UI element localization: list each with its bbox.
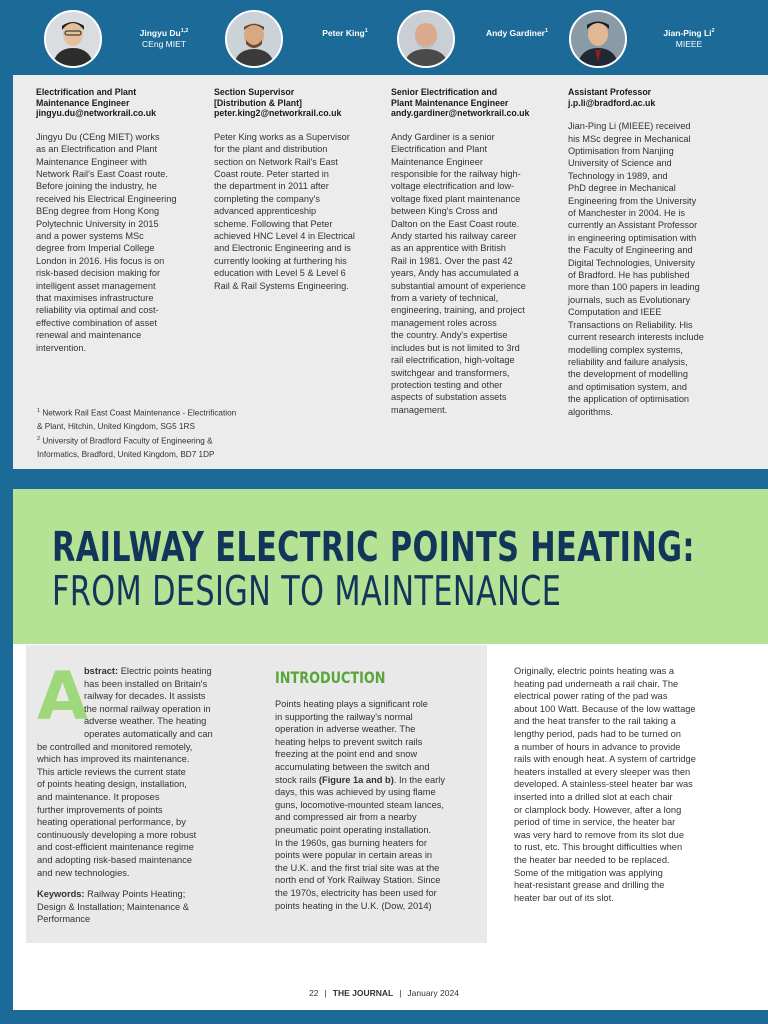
bio-line: scheme. Following that Peter xyxy=(214,218,333,229)
bio-line: Polytechnic University in 2015 xyxy=(36,218,159,229)
intro-line: operation in adverse weather. The xyxy=(275,724,416,735)
bio-line: the country. Andy's expertise xyxy=(391,330,508,341)
bio-line: rail electrification, high-voltage xyxy=(391,355,515,366)
bio-line: more than 100 papers in leading xyxy=(568,282,700,293)
author-affil-sup: 1 xyxy=(364,28,368,34)
author-affil-sup: 1,2 xyxy=(180,28,189,34)
bio-line: as an Electrification and Plant xyxy=(36,144,158,155)
body-line: was very hard to remove from its slot due xyxy=(514,829,684,840)
article-subtitle: FROM DESIGN TO MAINTENANCE xyxy=(52,567,562,615)
abstract-line: has been installed on Britain's xyxy=(84,678,208,689)
bio-line: responsible for the railway high- xyxy=(391,169,521,179)
bio-body xyxy=(391,131,563,416)
body-line: inserted into a drilled slot at each chair xyxy=(514,791,673,802)
bio-line: aspects of substation assets xyxy=(391,392,507,403)
intro-line: accumulating between the switch and xyxy=(275,761,430,772)
issue-date: January 2024 xyxy=(407,988,459,998)
abstract-line: adverse weather. The heating xyxy=(84,716,207,727)
spacer xyxy=(37,879,242,888)
journal-name: THE JOURNAL xyxy=(332,988,394,998)
abstract-line: and cost-efficient maintenance regime xyxy=(37,842,194,853)
body-line: the heater bar needed to be replaced. xyxy=(514,854,670,865)
bio-line: in engineering optimisation with xyxy=(568,232,697,243)
bio-line: effective combination of asset xyxy=(36,317,157,328)
bio-line: reliability via optimal and cost- xyxy=(36,305,159,316)
abstract-text xyxy=(37,658,242,926)
bio-line: PhD degree in Mechanical xyxy=(568,183,676,194)
bio-line: his MSc degree in Mechanical xyxy=(568,133,691,144)
bio-column-li xyxy=(568,87,748,418)
bio-line: for the plant and distribution xyxy=(214,144,328,155)
intro-line: the U.K. and the first trial site was at the xyxy=(275,862,440,873)
bio-line: between King's Cross and xyxy=(391,206,498,217)
article-title: RAILWAY ELECTRIC POINTS HEATING: xyxy=(52,523,695,571)
footnote-line: & Plant, Hitchin, United Kingdom, SG5 1RS xyxy=(37,421,195,431)
page-number: 22 xyxy=(309,988,319,998)
bio-line: Engineering from the University xyxy=(568,195,697,206)
bio-line: of Manchester in 2004. He is xyxy=(568,208,685,219)
intro-line: north end of York Railway Station. Since xyxy=(275,875,441,886)
bio-line: algorithms. xyxy=(568,406,613,417)
bio-line: education with Level 5 & Level 6 xyxy=(214,268,346,279)
bio-role-line: Plant Maintenance Engineer xyxy=(391,97,509,108)
bio-line: and Electronic Engineering and is xyxy=(214,243,351,254)
author-name: Jian-Ping Li xyxy=(663,27,712,38)
bio-role xyxy=(36,87,206,119)
footnote-sup: 1 xyxy=(37,408,41,414)
footnote-line: $^1$ Network Rail East Coast Maintenance - Electrification xyxy=(37,408,237,418)
author-affil-sup: 2 xyxy=(711,28,715,34)
abstract-line: the normal railway operation in xyxy=(84,703,211,714)
abstract-line: railway for decades. It assists xyxy=(84,691,206,702)
abstract-line: which has improved its maintenance. xyxy=(37,754,190,765)
body-line: a number of hours in advance to provide xyxy=(514,741,681,752)
bio-role xyxy=(391,87,563,119)
abstract-line: and adopting risk-based maintenance xyxy=(37,854,193,865)
bio-line: London in 2016. His focus is on xyxy=(36,255,165,266)
author-photo xyxy=(397,10,455,68)
figure-reference: (Figure 1a and b) xyxy=(318,774,394,785)
affiliation-footnotes xyxy=(37,405,236,462)
body-line: Some of the mitigation was applying xyxy=(514,867,663,878)
title-band xyxy=(13,489,768,644)
keywords-line: Keywords: Railway Points Heating; xyxy=(37,889,186,900)
bio-line: current research interests include xyxy=(568,332,704,343)
author-header-king xyxy=(225,8,405,68)
bio-line: Jian-Ping Li (MIEEE) received xyxy=(568,121,691,132)
bio-line: voltage electrification and low- xyxy=(391,181,515,192)
bio-column-du xyxy=(36,87,206,354)
intro-line: days, this was achieved by using flame xyxy=(275,787,436,798)
bio-line: switchgear and transformers, xyxy=(391,367,510,378)
bio-role-line: j.p.li@bradford.ac.uk xyxy=(568,97,656,108)
bio-line: the development of modelling xyxy=(568,369,689,380)
bio-line: Maintenance Engineer xyxy=(391,156,483,167)
bio-line: advanced apprenticeship xyxy=(214,206,317,217)
abstract-line: of points heating design, installation, xyxy=(37,779,187,790)
bio-line: the Faculty of Engineering and xyxy=(568,245,693,256)
body-line: to rust, etc. This brought difficulties when xyxy=(514,842,683,853)
intro-line: the 1970s, electricity has been used for xyxy=(275,887,437,898)
keywords-line: Design & Installation; Maintenance & xyxy=(37,901,189,912)
footnote-line: Informatics, Bradford, United Kingdom, BD7 1DP xyxy=(37,449,215,459)
body-line: heating pad underneath a rail chair. The xyxy=(514,678,679,689)
bio-line: Network Rail's East Coast route. xyxy=(36,169,168,179)
author-credential: CEng MIET xyxy=(142,38,186,49)
intro-line: stock rails (Figure 1a and b). In the early xyxy=(275,774,445,785)
body-line: heater bar out of its slot. xyxy=(514,892,614,903)
body-line: rails with enough heat. A system of cartridge xyxy=(514,754,696,765)
bio-line: Rail in 1981. Over the past 42 xyxy=(391,255,513,266)
bio-line: the department in 2011 after xyxy=(214,181,329,192)
abstract-line: be controlled and monitored remotely, xyxy=(37,741,193,752)
abstract-line: further improvements of points xyxy=(37,804,163,815)
author-affil-sup: 1 xyxy=(544,28,549,34)
body-line: developed. A stainless-steel heater bar was xyxy=(514,779,693,790)
bio-column-king xyxy=(214,87,386,292)
introduction-heading: INTRODUCTION xyxy=(275,668,386,687)
bio-role xyxy=(214,87,386,119)
author-photo xyxy=(569,10,627,68)
bio-line: Optimisation from Nanjing xyxy=(568,146,674,156)
abstract-line: continuously developing a more robust xyxy=(37,829,197,840)
bio-role-line: peter.king2@networkrail.co.uk xyxy=(214,108,342,119)
bio-line: risk-based decision making for xyxy=(36,268,161,279)
bio-line: modelling complex systems, xyxy=(568,344,683,355)
bio-role-line: Senior Electrification and xyxy=(391,87,498,97)
intro-line: in supporting the railway's normal xyxy=(275,711,413,722)
bio-line: Transactions on Reliability. His xyxy=(568,319,693,330)
bio-line: Electrification and Plant xyxy=(391,144,488,155)
bio-role-line: andy.gardiner@networkrail.co.uk xyxy=(391,108,530,119)
bio-line: Technology in 1989, and xyxy=(568,170,668,181)
abstract-dropcap: A xyxy=(37,658,89,735)
abstract-label: bstract: xyxy=(84,666,119,676)
bio-line: voltage fixed plant maintenance xyxy=(391,193,521,204)
bio-line: received his Electrical Engineering xyxy=(36,193,177,204)
bio-line: as an apprentice with British xyxy=(391,243,506,254)
bio-line: reliability and failure analysis, xyxy=(568,356,688,367)
bio-line: section on Network Rail's East xyxy=(214,156,338,167)
bio-column-gardiner xyxy=(391,87,563,416)
bio-line: Dalton on the East Coast route. xyxy=(391,218,520,229)
bio-line: degree from Imperial College xyxy=(36,243,155,254)
abstract-line: heating operational performance, by xyxy=(37,817,186,828)
bio-line: Digital Technologies, University xyxy=(568,257,695,268)
bio-line: substantial amount of experience xyxy=(391,280,526,291)
body-line: Originally, electric points heating was a xyxy=(514,666,675,676)
bio-role xyxy=(568,87,748,108)
column-three-text xyxy=(514,665,724,904)
intro-line: freezing at the point end and snow xyxy=(275,749,418,760)
bio-line: BEng degree from Hong Kong xyxy=(36,206,160,217)
body-line: electrical power rating of the pad was xyxy=(514,691,668,702)
bio-line: Computation and IEEE xyxy=(568,307,662,318)
bio-line: and a power systems MSc xyxy=(36,231,144,242)
intro-line: points were popular in certain areas in xyxy=(275,850,433,861)
body-line: and the heat transfer to the rail taking a xyxy=(514,716,676,727)
bio-line: renewal and maintenance xyxy=(36,330,142,341)
keywords-label: Keywords: xyxy=(37,889,85,900)
intro-line: In the 1960s, gas burning heaters for xyxy=(275,837,427,848)
body-line: heaters installed at every sleeper was then xyxy=(514,766,691,777)
body-line: period of time in service, the heater bar xyxy=(514,817,676,828)
bio-line: currently looking at furthering his xyxy=(214,255,347,266)
body-line: heat-resistant grease and drilling the xyxy=(514,880,665,891)
bio-role-line: Assistant Professor xyxy=(568,87,652,97)
bio-role-line: [Distribution & Plant] xyxy=(214,97,302,108)
bio-line: intervention. xyxy=(36,342,87,353)
bio-line: Andy Gardiner is a senior xyxy=(391,131,495,142)
intro-line: guns, locomotive-mounted steam lances, xyxy=(275,799,444,810)
abstract-line: This article reviews the current state xyxy=(37,766,186,777)
author-photo xyxy=(44,10,102,68)
abstract-line: operates automatically and can xyxy=(84,728,213,739)
abstract-line: bstract: Electric points heating xyxy=(84,666,212,676)
author-credential: MIEEE xyxy=(675,38,703,49)
intro-line: and compressed air from a nearby xyxy=(275,812,417,823)
bio-line: years, Andy has accumulated a xyxy=(391,268,519,279)
bio-role-line: Maintenance Engineer xyxy=(36,97,130,108)
footnote-sup: 2 xyxy=(37,436,41,443)
bio-body xyxy=(568,120,748,418)
author-name: Andy Gardiner xyxy=(485,27,545,38)
bio-role-line: Section Supervisor xyxy=(214,87,295,97)
author-name: Jingyu Du xyxy=(139,27,181,38)
bio-line: completing the company's xyxy=(214,193,320,204)
bio-body xyxy=(36,131,206,354)
bio-line: Coast route. Peter started in xyxy=(214,169,329,179)
footnote-line: $^2$ University of Bradford Faculty of Engineering & xyxy=(37,436,213,447)
bio-role-line: jingyu.du@networkrail.co.uk xyxy=(36,108,157,119)
author-photo xyxy=(225,10,283,68)
bio-line: Peter King works as a Supervisor xyxy=(214,131,350,142)
abstract-line: and new technologies. xyxy=(37,867,130,878)
bio-line: the application of optimisation xyxy=(568,394,690,405)
intro-line: pneumatic point operating installation. xyxy=(275,824,432,835)
body-line: lengthy period, pads had to be turned on xyxy=(514,728,681,739)
bio-line: management roles across xyxy=(391,317,497,328)
bio-line: includes but is not limited to 3rd xyxy=(391,342,520,353)
body-line: or clamplock body. However, after a long xyxy=(514,804,682,815)
bio-line: of Bradford. He has published xyxy=(568,270,690,281)
bio-line: currently an Assistant Professor xyxy=(568,220,698,231)
abstract-line: and maintenance. It proposes xyxy=(37,791,160,802)
bio-line: management. xyxy=(391,404,448,415)
bio-line: University of Science and xyxy=(568,158,672,169)
bio-line: engineering, training, and project xyxy=(391,305,525,316)
bio-line: Rail & Rail Systems Engineering. xyxy=(214,280,349,291)
bio-line: protection testing and other xyxy=(391,379,503,390)
author-header-li xyxy=(569,8,749,68)
body-line: about 100 Watt. Because of the low wattage xyxy=(514,703,696,714)
bio-line: intelligent asset management xyxy=(36,280,156,291)
intro-line: Points heating plays a significant role xyxy=(275,699,428,709)
bio-line: Maintenance Engineer with xyxy=(36,156,147,167)
bio-line: that maximises infrastructure xyxy=(36,293,154,304)
bio-line: achieved HNC Level 4 in Electrical xyxy=(214,231,355,242)
author-name: Peter King xyxy=(322,27,365,38)
bio-line: Before joining the industry, he xyxy=(36,181,157,192)
bio-line: from a variety of technical, xyxy=(391,293,499,304)
intro-line: points heating in the U.K. (Dow, 2014) xyxy=(275,900,432,911)
keywords-line: Performance xyxy=(37,914,91,925)
author-bio-panel xyxy=(13,75,768,469)
bio-line: Andy started his railway career xyxy=(391,231,517,242)
introduction-text xyxy=(275,698,475,912)
bio-line: Jingyu Du (CEng MIET) works xyxy=(36,131,160,142)
bio-role-line: Electrification and Plant xyxy=(36,87,137,97)
intro-line: heating helps to prevent switch rails xyxy=(275,736,423,747)
author-header-du xyxy=(44,8,224,68)
page-footer: 22 | THE JOURNAL | January 2024 xyxy=(309,988,459,998)
bio-body xyxy=(214,131,386,292)
author-header-gardiner xyxy=(397,8,577,68)
bio-line: journals, such as Evolutionary xyxy=(568,294,691,305)
bio-line: and optimisation system, and xyxy=(568,381,687,392)
